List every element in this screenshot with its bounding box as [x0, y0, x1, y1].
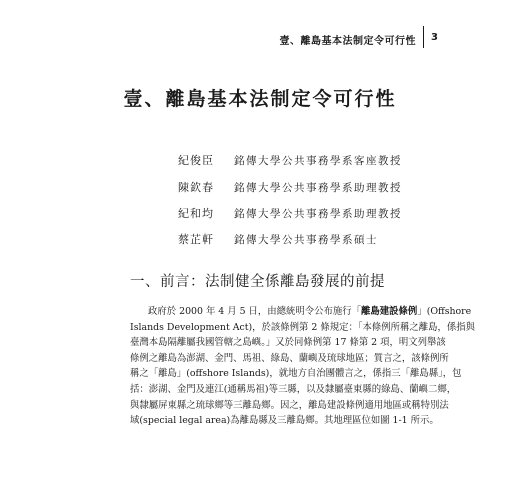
running-head: 壹、離島基本法制定令可行性 [279, 36, 416, 47]
paragraph-line: 與隸屬屏東縣之琉球鄉等三離島鄉。因之，離島建設條例適用地區或稱特別法 [130, 399, 449, 411]
author-name: 紀俊臣 [178, 154, 214, 167]
author-affiliation: 銘傳大學公共事務學系助理教授 [234, 208, 402, 220]
author-name: 紀和均 [178, 207, 214, 220]
author-entry [178, 179, 402, 195]
author-entry [178, 152, 402, 168]
paragraph-line: 域(special legal area)為離島縣及三離島鄉。其地理區位如圖 1-1 所示。 [130, 415, 439, 427]
author-affiliation: 銘傳大學公共事務學系碩士 [234, 234, 378, 246]
body-paragraph [130, 304, 476, 429]
paragraph-line: Islands Development Act)，於該條例第 2 條規定：「本條例所稱之離島，係指與 [130, 321, 476, 333]
page-number: 3 [431, 32, 438, 43]
author-entry [178, 205, 402, 221]
section-heading: 一、前言：法制健全係離島發展的前提 [130, 274, 385, 290]
author-entry [178, 231, 378, 247]
paragraph-line: 括：澎湖、金門及連江(通稱馬祖)等三縣，以及隸屬臺東縣的綠島、蘭嶼二鄉， [130, 383, 457, 395]
paragraph-line: 政府於 2000 年 4 月 5 日，由總統明令公布施行「離島建設條例」(Offshore [148, 306, 472, 317]
running-head-rule [423, 26, 424, 48]
paragraph-line: 稱之「離島」(offshore Islands)，就地方自治團體言之，係指三「離島縣」，包 [130, 368, 462, 380]
statute-name: 離島建設條例 [361, 306, 418, 317]
paragraph-line: 條例之離島為澎湖、金門、馬祖、綠島、蘭嶼及琉球地區；質言之，該條例所 [130, 352, 449, 364]
chapter-title: 壹、離島基本法制定令可行性 [123, 88, 397, 110]
author-name: 蔡芷軒 [178, 233, 214, 246]
author-name: 陳欽春 [178, 181, 214, 194]
paragraph-line: 臺灣本島隔離屬我國管轄之島嶼。」又於同條例第 17 條第 2 項，明文列舉該 [130, 337, 446, 349]
author-affiliation: 銘傳大學公共事務學系客座教授 [234, 155, 402, 167]
author-affiliation: 銘傳大學公共事務學系助理教授 [234, 182, 402, 194]
